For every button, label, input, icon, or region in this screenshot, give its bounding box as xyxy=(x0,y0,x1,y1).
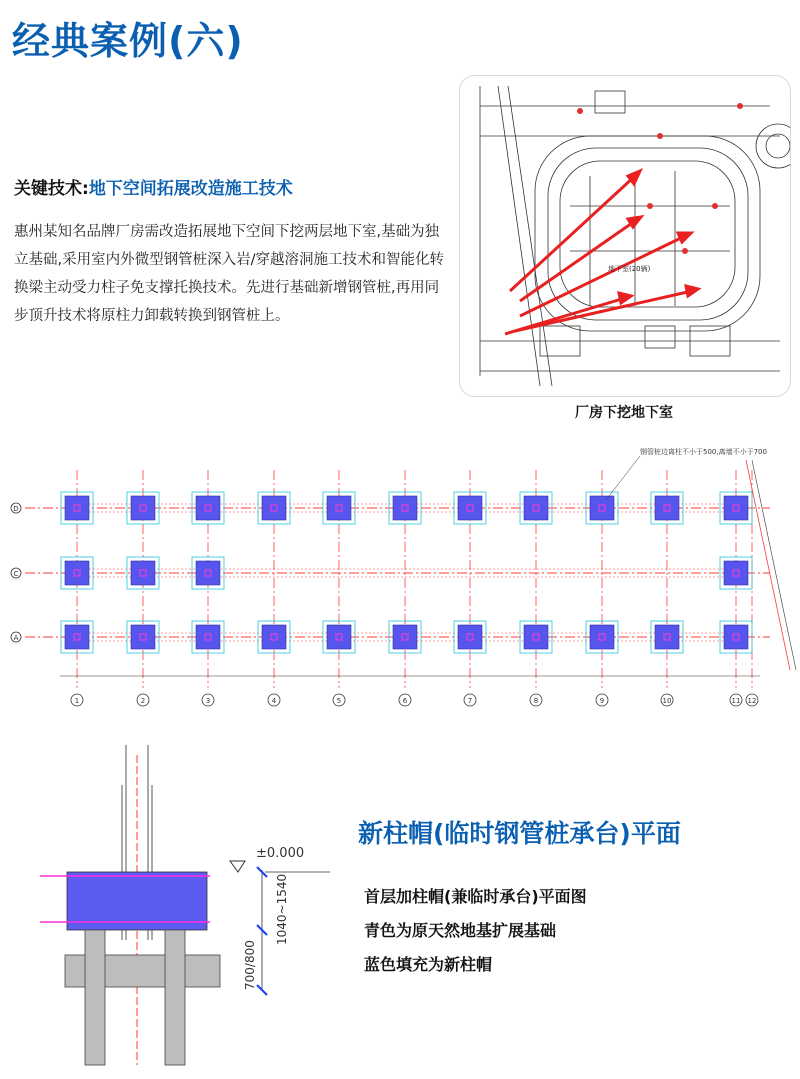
new-column-cap xyxy=(65,625,89,649)
foundation-plan xyxy=(0,440,800,710)
axis-col-label: 3 xyxy=(205,697,211,705)
new-column-cap xyxy=(724,625,748,649)
axis-col-label: 6 xyxy=(402,697,408,705)
new-column-cap xyxy=(590,625,614,649)
note-leader xyxy=(606,456,640,500)
new-column-cap xyxy=(724,561,748,585)
new-column-cap xyxy=(524,496,548,520)
description-paragraph: 惠州某知名品牌厂房需改造拓展地下空间下挖两层地下室,基础为独立基础,采用室内外微型钢管桩深入岩/穿越溶洞施工技术和智能化转换梁主动受力柱子免支撑托换技术。先进行基础新增钢管桩,再用同步顶升技术将原柱力卸载转换到钢管桩上。 xyxy=(14,224,444,324)
section-detail xyxy=(40,745,340,1075)
basement-label: 地下室(20辆) xyxy=(608,265,651,273)
new-column-cap xyxy=(196,625,220,649)
axis-col-label: 12 xyxy=(747,697,757,705)
dimension-1: 1040~1540 xyxy=(275,873,289,945)
new-column-cap xyxy=(458,496,482,520)
new-column-cap xyxy=(196,496,220,520)
edge-line xyxy=(752,460,796,670)
axis-col-label: 11 xyxy=(731,697,741,705)
desc-line-1: 首层加柱帽(兼临时承台)平面图 xyxy=(364,887,587,906)
axis-row-label: D xyxy=(13,505,19,513)
desc-line-2: 青色为原天然地基扩展基础 xyxy=(364,921,557,940)
drawing-caption: 厂房下挖地下室 xyxy=(575,405,673,421)
legend-description xyxy=(364,880,587,982)
level-label: ±0.000 xyxy=(256,846,305,861)
axis-col-label: 9 xyxy=(599,697,605,705)
new-column-cap xyxy=(327,496,351,520)
axis-col-label: 8 xyxy=(533,697,539,705)
new-column-cap xyxy=(458,625,482,649)
key-technology-label: 关键技术: xyxy=(14,179,89,199)
basement-drawing xyxy=(459,75,791,397)
axis-row-label: C xyxy=(13,570,19,578)
new-column-cap xyxy=(724,496,748,520)
axis-row-label: A xyxy=(13,634,19,642)
new-column-cap xyxy=(65,561,89,585)
axis-col-label: 5 xyxy=(336,697,342,705)
new-column-cap xyxy=(524,625,548,649)
new-column-cap xyxy=(393,496,417,520)
new-column-cap xyxy=(65,496,89,520)
new-column-cap xyxy=(262,625,286,649)
new-column-cap xyxy=(262,496,286,520)
new-column-cap xyxy=(196,561,220,585)
desc-line-3: 蓝色填充为新柱帽 xyxy=(364,955,493,974)
new-column-cap xyxy=(131,561,155,585)
axis-col-label: 4 xyxy=(271,697,277,705)
new-column-cap xyxy=(327,625,351,649)
new-column-cap xyxy=(590,496,614,520)
new-column-cap xyxy=(393,625,417,649)
axis-col-label: 2 xyxy=(140,697,146,705)
new-column-cap xyxy=(655,625,679,649)
page-title: 经典案例(六) xyxy=(12,19,244,63)
axis-col-label: 10 xyxy=(662,697,672,705)
axis-col-label: 1 xyxy=(74,697,80,705)
new-column-cap xyxy=(131,625,155,649)
new-column-cap xyxy=(655,496,679,520)
section-heading: 新柱帽(临时钢管桩承台)平面 xyxy=(358,819,681,848)
plan-note: 钢管桩边离柱不小于500,离墙不小于700 xyxy=(640,448,767,456)
new-column-cap xyxy=(131,496,155,520)
dimension-2: 700/800 xyxy=(243,940,257,990)
edge-line xyxy=(746,460,790,670)
key-technology xyxy=(14,174,293,199)
axis-col-label: 7 xyxy=(467,697,473,705)
key-technology-value: 地下空间拓展改造施工技术 xyxy=(88,179,293,199)
